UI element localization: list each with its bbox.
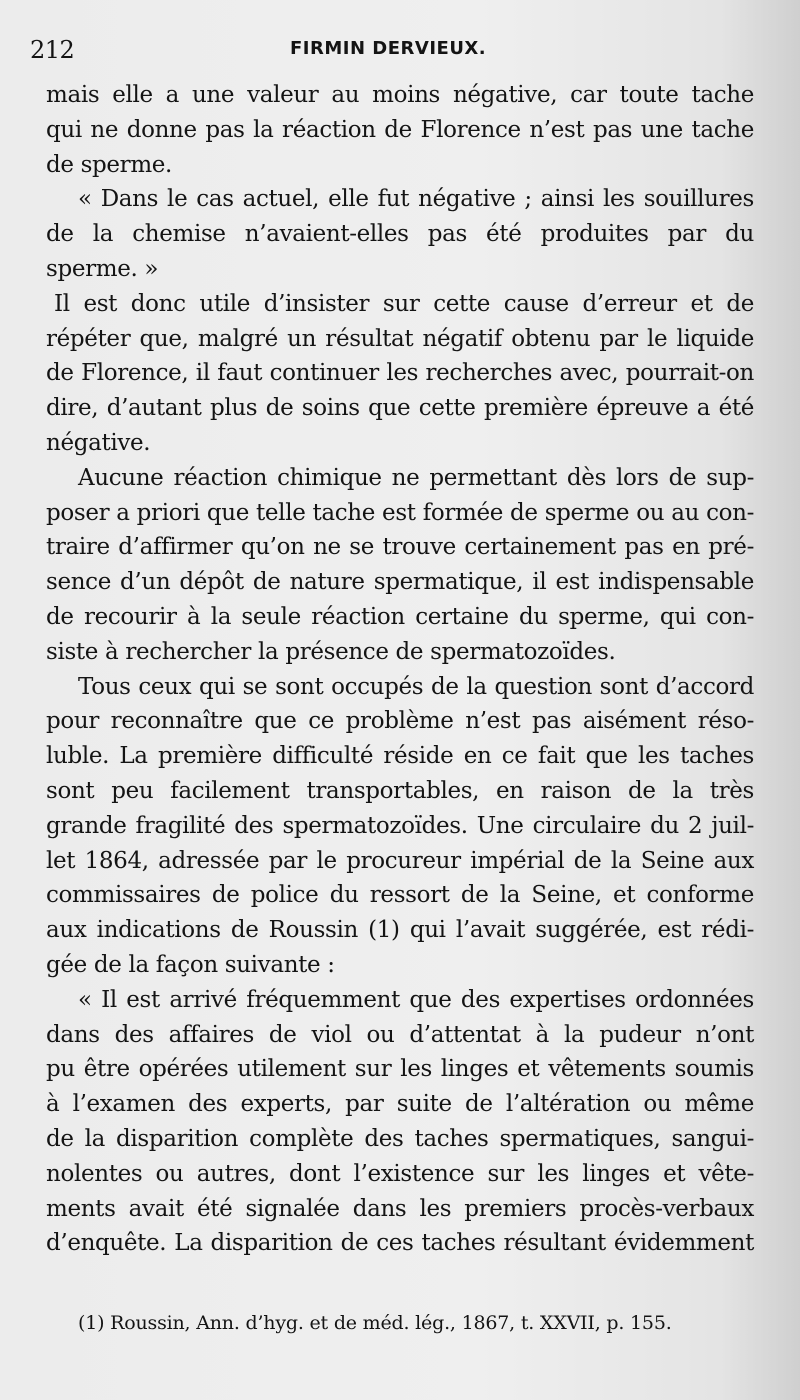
- text-line: traire d’affirmer qu’on ne se trouve certainement pas en pré-: [46, 534, 754, 561]
- text-line: à l’examen des experts, par suite de l’altération ou même: [46, 1091, 754, 1118]
- text-line: négative.: [46, 429, 151, 456]
- text-line: nolentes ou autres, dont l’existence sur les linges et vête-: [46, 1160, 754, 1187]
- running-head: FIRMIN DERVIEUX.: [290, 38, 487, 59]
- text-line: de recourir à la seule réaction certaine du sperme, qui con-: [46, 603, 754, 630]
- text-line: mais elle a une valeur au moins négative, car toute tache: [46, 82, 754, 108]
- text-line: gée de la façon suivante :: [46, 951, 335, 978]
- text-line: répéter que, malgré un résultat négatif obtenu par le liquide: [46, 325, 754, 352]
- text-line: commissaires de police du ressort de la Seine, et conforme: [46, 882, 754, 909]
- text-line: de sperme.: [46, 151, 173, 178]
- text-line: qui ne donne pas la réaction de Florence n’est pas une tache: [46, 116, 754, 143]
- text-line: « Il est arrivé fréquemment que des expertises ordonnées: [78, 986, 754, 1013]
- text-line: Tous ceux qui se sont occupés de la question sont d’accord: [78, 673, 754, 700]
- text-line: aux indications de Roussin (1) qui l’avait suggérée, est rédi-: [46, 917, 754, 944]
- body-text: [46, 78, 754, 1261]
- text-line: de la disparition complète des taches spermatiques, sangui-: [46, 1125, 754, 1152]
- text-line: de Florence, il faut continuer les recherches avec, pourrait-on: [46, 360, 754, 387]
- text-line: ments avait été signalée dans les premiers procès-verbaux: [46, 1195, 754, 1222]
- text-line: grande fragilité des spermatozoïdes. Une circulaire du 2 juil-: [46, 812, 754, 839]
- text-line: pu être opérées utilement sur les linges et vêtements soumis: [46, 1056, 754, 1083]
- text-line: let 1864, adressée par le procureur impérial de la Seine aux: [46, 847, 754, 874]
- text-line: pour reconnaître que ce problème n’est pas aisément réso-: [46, 708, 754, 735]
- text-line: Aucune réaction chimique ne permettant dès lors de sup-: [78, 464, 754, 491]
- text-line: sperme. »: [46, 255, 159, 282]
- text-line: luble. La première difficulté réside en ce fait que les taches: [46, 743, 754, 770]
- text-line: dans des affaires de viol ou d’attentat à la pudeur n’ont: [46, 1021, 754, 1048]
- text-line: de la chemise n’avaient-elles pas été produites par du: [46, 221, 754, 248]
- text-line: Il est donc utile d’insister sur cette cause d’erreur et de: [54, 290, 754, 317]
- text-line: d’enquête. La disparition de ces taches résultant évidemment: [46, 1230, 754, 1257]
- page-header: [30, 36, 730, 66]
- footnote: (1) Roussin, Ann. d’hyg. et de méd. lég., 1867, t. XXVII, p. 155.: [78, 1312, 672, 1334]
- text-line: siste à rechercher la présence de spermatozoïdes.: [46, 638, 616, 665]
- text-line: sont peu facilement transportables, en raison de la très: [46, 777, 754, 804]
- page-number: 212: [30, 36, 75, 64]
- text-line: « Dans le cas actuel, elle fut négative ; ainsi les souillures: [78, 186, 754, 213]
- text-line: sence d’un dépôt de nature spermatique, il est indispensable: [46, 569, 754, 596]
- text-line: poser a priori que telle tache est formée de sperme ou au con-: [46, 499, 754, 526]
- text-line: dire, d’autant plus de soins que cette première épreuve a été: [46, 395, 754, 422]
